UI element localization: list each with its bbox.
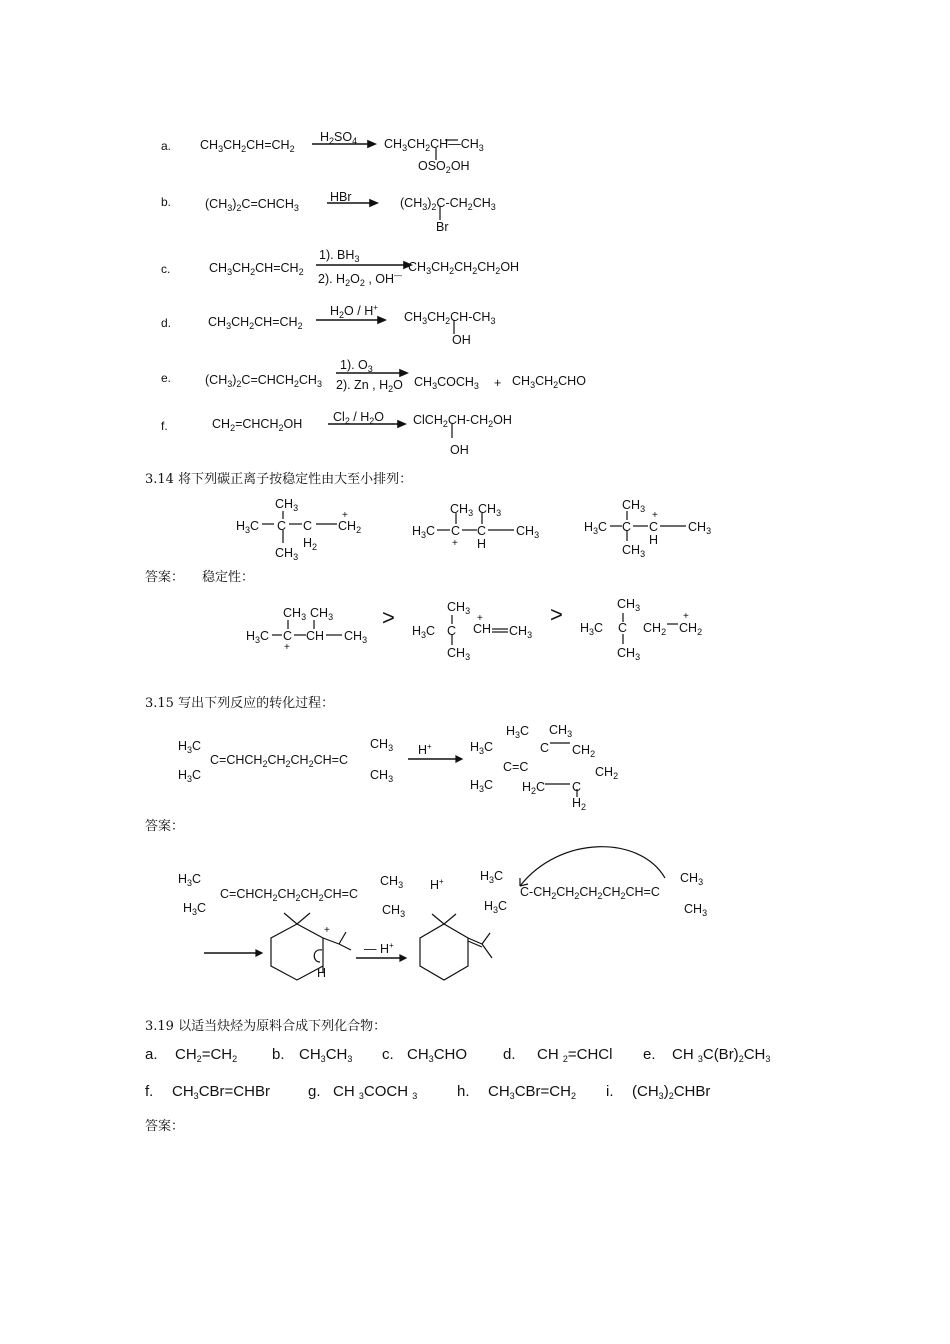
atom-h3c: $H_3C$	[580, 621, 604, 637]
greater-than-sign: >	[382, 605, 395, 630]
positive-charge: +	[452, 538, 458, 549]
compound-b-label: b.	[272, 1046, 285, 1063]
atom-ch3: $CH_3$	[509, 624, 533, 640]
atom-ch3: $CH_3$	[617, 597, 641, 613]
reaction-d-substituent: OH	[452, 333, 471, 347]
question-3-19: 3.19 以适当炔烃为原料合成下列化合物：	[145, 1019, 387, 1034]
atom-c: C	[451, 524, 461, 538]
atom-ch2: $CH_2$	[572, 743, 596, 759]
atom-ch3: $CH_3$	[450, 502, 474, 518]
question-3-15: 3.15 写出下列反应的转化过程：	[145, 696, 335, 711]
reaction-f-reactant: $CH_2=CHCH_2OH$	[212, 417, 303, 433]
atom-ch3: $CH_3$	[622, 543, 646, 559]
compound-i-label: i.	[606, 1083, 614, 1100]
answer-label-3-14: 答案：	[145, 570, 185, 585]
compound-a-formula: $CH_2=CH_2$	[175, 1046, 238, 1064]
reaction-b-reagent: HBr	[330, 190, 352, 204]
positive-charge: +	[652, 510, 658, 521]
atom-c: C	[477, 524, 487, 538]
acid-reagent: H+	[418, 742, 432, 757]
reaction-d-reactant: $CH_3CH_2CH=CH_2$	[208, 315, 303, 331]
compound-b-formula: $CH_3CH_3$	[299, 1046, 353, 1064]
reaction-f-label: f.	[161, 419, 168, 433]
positive-charge: +	[342, 510, 348, 521]
atom-ch3: $CH_3$	[549, 723, 573, 739]
reaction-b-reactant: $(CH_3)_2C=CHCH_3$	[205, 197, 299, 213]
atom-h3c: $H_3C$	[178, 768, 202, 784]
acid-reagent: H+	[430, 877, 444, 892]
atom-ch3: $CH_3$	[275, 546, 299, 562]
answer-label-3-15: 答案：	[145, 819, 185, 834]
reaction-f-product: $ClCH_2CH-CH_2OH$	[413, 413, 512, 429]
reaction-e-reagent-2: 2). Zn , $H_2O$	[336, 378, 403, 394]
greater-than-sign: >	[550, 602, 563, 627]
atom-ch3: $CH_3$	[370, 737, 394, 753]
atom-ch3: $CH_3$	[275, 497, 299, 513]
atom-h3c: $H_3C$	[470, 778, 494, 794]
atom-ch3: $CH_3$	[447, 600, 471, 616]
atom-h3c: $H_3C$	[178, 739, 202, 755]
compound-e-label: e.	[643, 1046, 656, 1063]
atom-h: H	[649, 533, 659, 547]
atom-ch3: $CH_3$	[447, 646, 471, 662]
answer-label-3-19: 答案：	[145, 1119, 185, 1134]
answer-chain: $C=CHCH_2CH_2CH_2CH=C$	[220, 887, 358, 903]
atom-c: C	[622, 520, 632, 534]
atom-ch3: $CH_3$	[344, 629, 368, 645]
compound-h-label: h.	[457, 1083, 470, 1100]
reaction-c-label: c.	[161, 262, 171, 276]
atom-ch2: $CH_2$	[595, 765, 619, 781]
compound-g-formula: CH $_3$COCH $_3$	[333, 1083, 418, 1101]
atom-c: C	[649, 520, 659, 534]
compound-f-formula: $CH_3CBr=CHBr$	[172, 1083, 270, 1101]
reaction-e-reactant: $(CH_3)_2C=CHCH_2CH_3$	[205, 373, 322, 389]
compound-a-label: a.	[145, 1046, 158, 1063]
reaction-a-substituent: $OSO_2OH$	[418, 159, 470, 175]
reaction-c-product: $CH_3CH_2CH_2CH_2OH$	[408, 260, 520, 276]
atom-h: H	[477, 537, 487, 551]
compound-e-formula: CH $_3C(Br)_2CH_3$	[672, 1046, 771, 1064]
ring-double-bond: C=C	[503, 760, 529, 774]
reaction-a-product: $CH_3CH_2CH—CH_3$	[384, 137, 484, 153]
compound-c-label: c.	[382, 1046, 394, 1063]
positive-charge: +	[284, 642, 290, 653]
atom-h3c: $H_3C$	[236, 519, 260, 535]
atom-ch: CH	[473, 622, 492, 636]
atom-c: C	[572, 780, 582, 794]
compound-g-label: g.	[308, 1083, 321, 1100]
atom-h3c: $H_3C$	[484, 899, 508, 915]
reaction-e-label: e.	[161, 371, 172, 385]
atom-ch3: $CH_3$	[622, 498, 646, 514]
compound-h-formula: $CH_3CBr=CH_2$	[488, 1083, 576, 1101]
atom-ch3: $CH_3$	[380, 874, 404, 890]
reaction-f-reagent: $Cl_2 / H_2O$	[333, 410, 385, 426]
atom-c: C	[283, 629, 293, 643]
atom-c: C	[618, 621, 628, 635]
compound-f-label: f.	[145, 1083, 154, 1100]
compound-i-formula: $(CH_3)_2CHBr$	[632, 1083, 711, 1101]
compound-c-formula: $CH_3CHO$	[407, 1046, 468, 1064]
atom-h3c: $H_3C$	[183, 901, 207, 917]
atom-ch3: $CH_3$	[680, 871, 704, 887]
atom-ch2: $CH_2$	[679, 621, 703, 637]
reaction-e-plus: +	[494, 376, 502, 390]
atom-h3c: $H_3C$	[480, 869, 504, 885]
reaction-b-product: $(CH_3)_2C-CH_2CH_3$	[400, 196, 496, 212]
atom-c: C	[303, 519, 313, 533]
reactant-chain: $C=CHCH_2CH_2CH_2CH=C$	[210, 753, 348, 769]
atom-ch2: $CH_2$	[643, 621, 667, 637]
reaction-e-product-1: $CH_3COCH_3$	[414, 375, 479, 391]
compound-d-label: d.	[503, 1046, 516, 1063]
reaction-b-label: b.	[161, 195, 172, 209]
deprotonation-label: — H+	[364, 941, 394, 956]
question-3-14: 3.14 将下列碳正离子按稳定性由大至小排列：	[145, 472, 413, 487]
atom-h3c: $H_3C$	[246, 629, 270, 645]
atom-ch: CH	[306, 629, 325, 643]
atom-h3c: $H_3C$	[412, 624, 436, 640]
reaction-c-reagent-1: 1). $BH_3$	[319, 248, 360, 264]
reaction-d-label: d.	[161, 316, 172, 330]
atom-c: C	[277, 519, 287, 533]
compound-d-formula: CH $_2$=CHCl	[537, 1046, 613, 1064]
atom-h3c: $H_3C$	[412, 524, 436, 540]
reaction-a-label: a.	[161, 139, 172, 153]
atom-h3c: $H_3C$	[470, 740, 494, 756]
atom-h3c: $H_3C$	[178, 872, 202, 888]
atom-ch3: $CH_3$	[688, 520, 712, 536]
atom-h2: $H_2$	[303, 536, 318, 552]
atom-ch3: $CH_3$	[370, 768, 394, 784]
atom-ch3: $CH_3$	[310, 606, 334, 622]
atom-c: C	[540, 741, 550, 755]
atom-h2: $H_2$	[572, 796, 587, 812]
positive-charge: +	[324, 925, 330, 936]
reaction-f-substituent: OH	[450, 443, 469, 457]
atom-ch3: $CH_3$	[617, 646, 641, 662]
atom-ch3: $CH_3$	[478, 502, 502, 518]
atom-ch2: $CH_2$	[338, 519, 362, 535]
atom-c: C	[447, 624, 457, 638]
reaction-c-reagent-2: 2). $H_2O_2$ , OH—	[318, 271, 403, 288]
reaction-a-reactant: $CH_3CH_2CH=CH_2$	[200, 138, 295, 154]
atom-ch3: $CH_3$	[684, 902, 708, 918]
atom-ch3: $CH_3$	[516, 524, 540, 540]
reaction-e-product-2: $CH_3CH_2CHO$	[512, 374, 586, 390]
reaction-d-product: $CH_3CH_2CH-CH_3$	[404, 310, 496, 326]
atom-ch3: $CH_3$	[382, 903, 406, 919]
reaction-d-reagent: $H_2O / H^+$	[330, 303, 378, 320]
cation-chain: $C-CH_2CH_2CH_2CH_2CH=C$	[520, 885, 660, 901]
reaction-a-reagent: $H_2SO_4$	[320, 130, 358, 146]
positive-charge: +	[683, 611, 689, 622]
reaction-b-substituent: Br	[436, 220, 449, 234]
reaction-e-reagent-1: 1). $O_3$	[340, 358, 373, 374]
positive-charge: +	[477, 613, 483, 624]
atom-h2c: $H_2C$	[522, 780, 546, 796]
atom-h: H	[317, 966, 327, 980]
reaction-c-reactant: $CH_3CH_2CH=CH_2$	[209, 261, 304, 277]
atom-h3c: $H_3C$	[506, 724, 530, 740]
stability-label: 稳定性：	[202, 570, 255, 585]
atom-h3c: $H_3C$	[584, 520, 608, 536]
atom-ch3: $CH_3$	[283, 606, 307, 622]
